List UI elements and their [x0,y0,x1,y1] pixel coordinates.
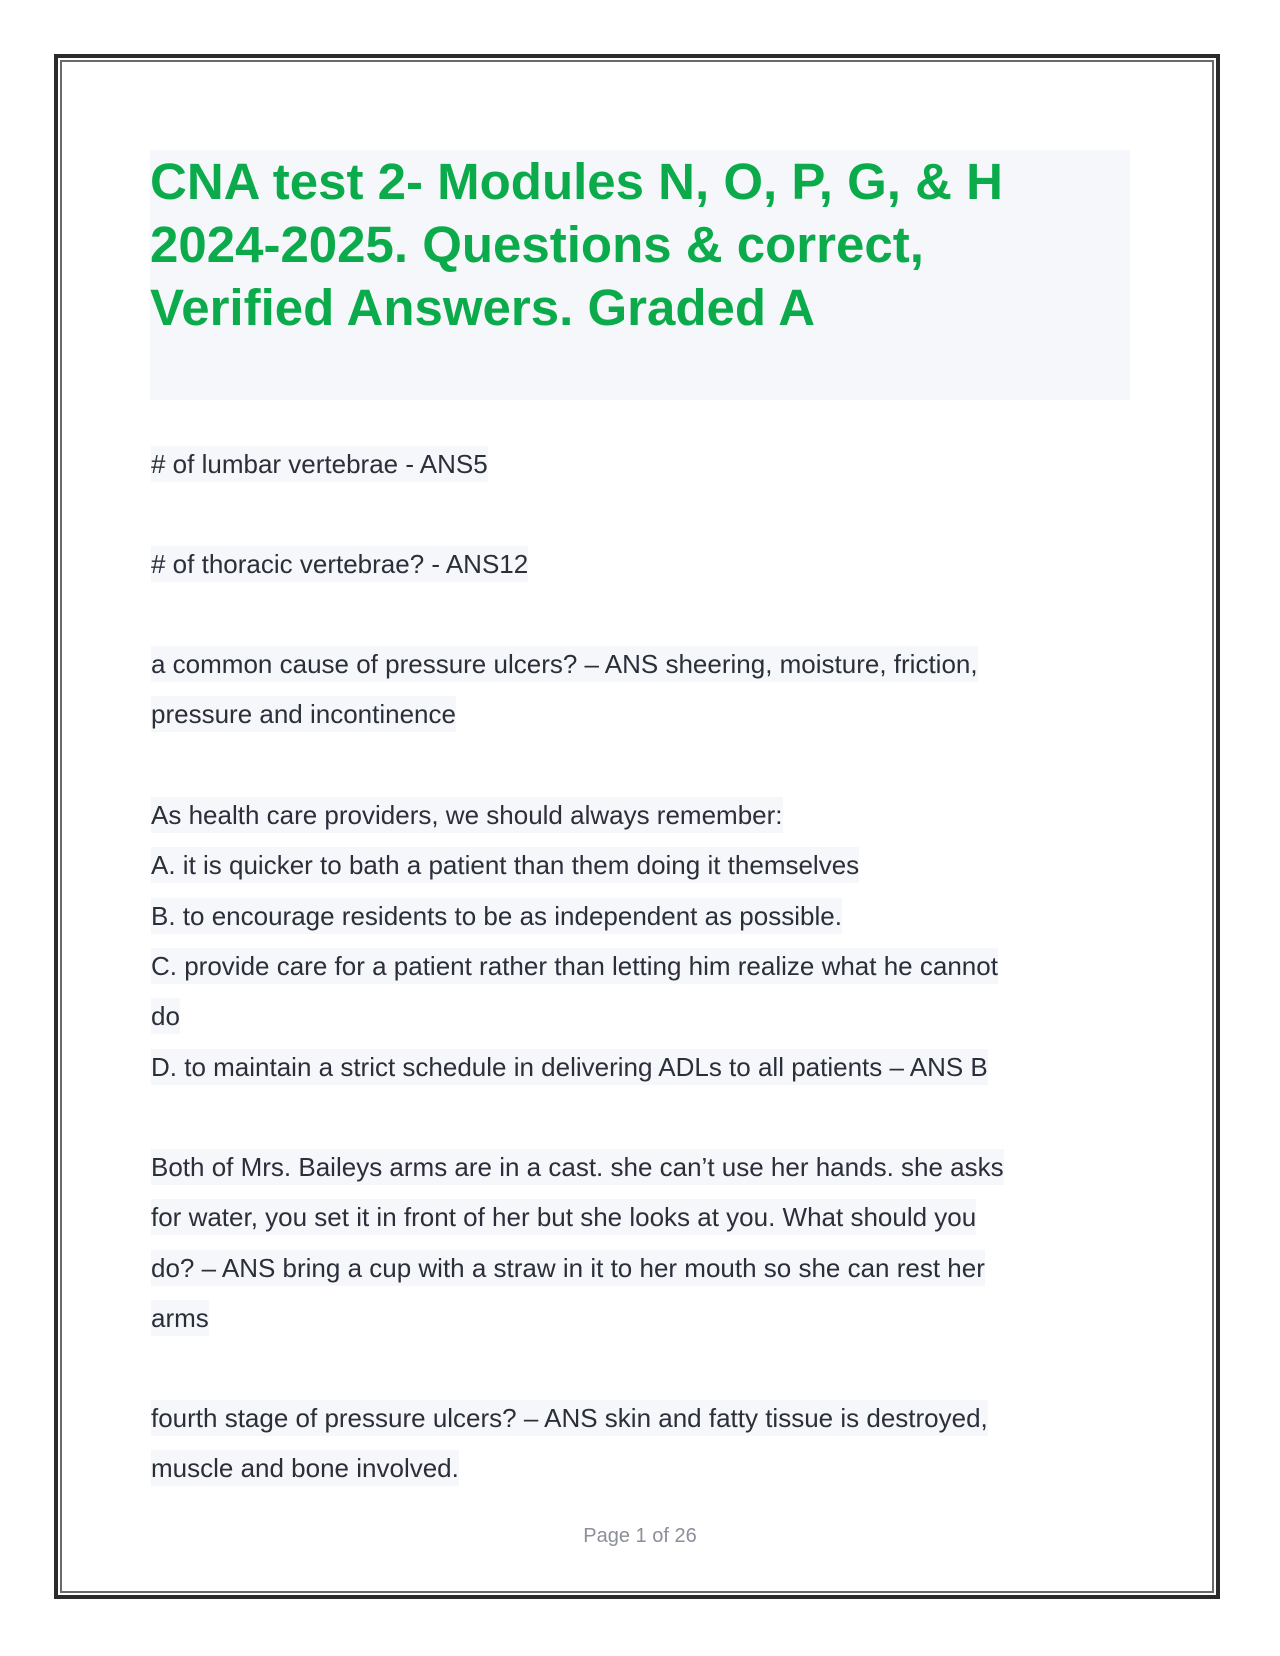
qa-lumbar-vertebrae: # of lumbar vertebrae - ANS5 [151,446,488,482]
qa-bailey-line: arms [151,1300,209,1336]
title-line: Verified Answers. Graded A [150,279,816,336]
qa-providers-option-d: D. to maintain a strict schedule in delivering ADLs to all patients – ANS B [151,1049,988,1085]
title-line: CNA test 2- Modules N, O, P, G, & H [150,153,1003,210]
qa-pressure-ulcer-cause-line: a common cause of pressure ulcers? – ANS sheering, moisture, friction, [151,646,978,682]
qa-bailey-line: Both of Mrs. Baileys arms are in a cast. she can’t use her hands. she asks [151,1149,1004,1185]
qa-pressure-ulcer-cause-line: pressure and incontinence [151,696,456,732]
qa-thoracic-vertebrae: # of thoracic vertebrae? - ANS12 [151,546,528,582]
qa-fourth-stage-line: muscle and bone involved. [151,1450,459,1486]
qa-providers-option-c-cont: do [151,998,180,1034]
qa-bailey-line: do? – ANS bring a cup with a straw in it to her mouth so she can rest her [151,1250,985,1286]
document-title [150,150,1110,339]
qa-providers-option-c: C. provide care for a patient rather than letting him realize what he cannot [151,948,998,984]
title-line: 2024-2025. Questions & correct, [150,216,924,273]
qa-bailey-line: for water, you set it in front of her but she looks at you. What should you [151,1199,976,1235]
qa-providers-option-b: B. to encourage residents to be as independent as possible. [151,898,842,934]
page-number: Page 1 of 26 [583,1525,697,1547]
qa-providers-question: As health care providers, we should always remember: [151,797,783,833]
qa-fourth-stage-line: fourth stage of pressure ulcers? – ANS skin and fatty tissue is destroyed, [151,1400,988,1436]
qa-providers-option-a: A. it is quicker to bath a patient than them doing it themselves [151,847,859,883]
